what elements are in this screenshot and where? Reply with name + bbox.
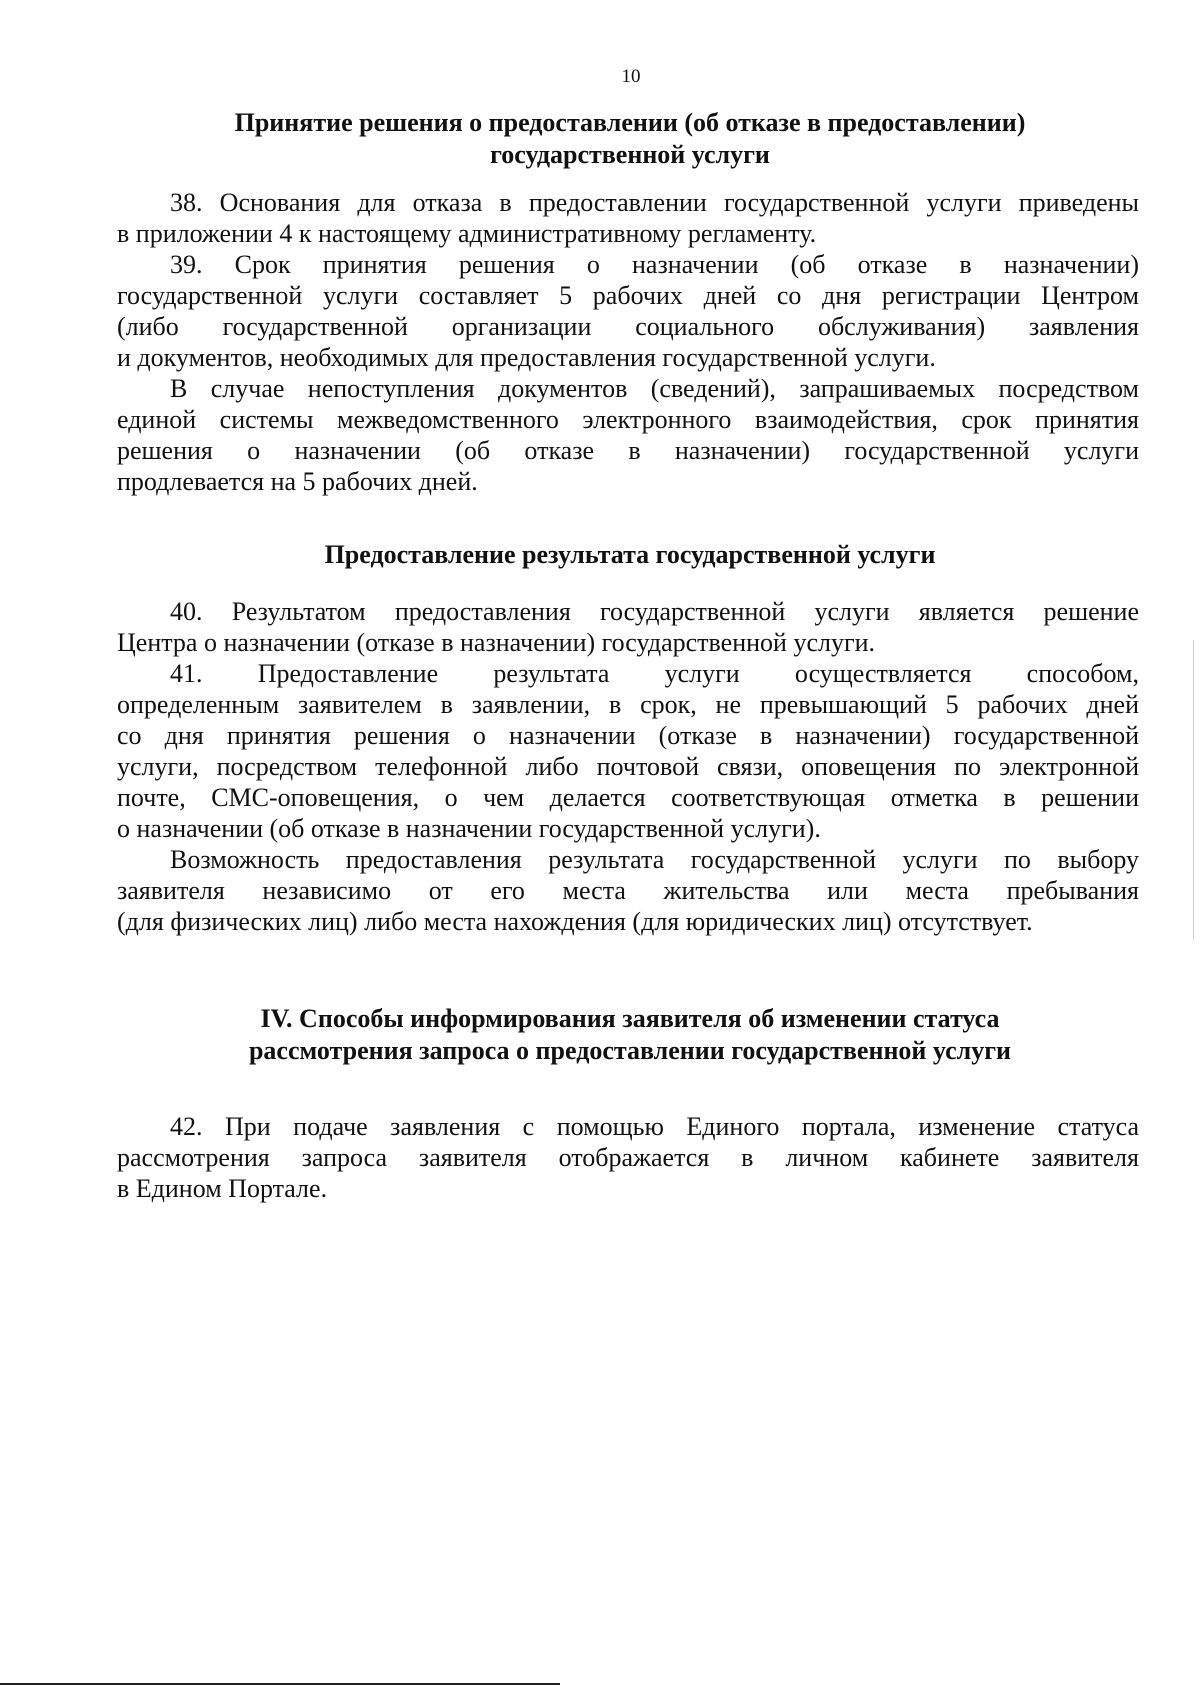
paragraph-38	[117, 187, 1139, 249]
text-line: (для физических лиц) либо места нахождения (для юридических лиц) отсутствует.	[117, 907, 1033, 936]
text-line: со дня принятия решения о назначении (отказе в назначении) государственной	[117, 721, 1139, 750]
text-line: Возможность предоставления результата государственной услуги по выбору	[170, 845, 1139, 874]
text-line: государственной услуги составляет 5 рабочих дней со дня регистрации Центром	[117, 281, 1139, 310]
text-line: и документов, необходимых для предоставления государственной услуги.	[117, 343, 936, 372]
paragraph-40	[117, 596, 1139, 658]
text-line: в приложении 4 к настоящему административному регламенту.	[117, 219, 817, 248]
heading-line: рассмотрения запроса о предоставлении государственной услуги	[248, 1036, 1012, 1065]
section-heading-decision	[110, 107, 1150, 171]
text-line: 38. Основания для отказа в предоставлении государственной услуги приведены	[170, 188, 1139, 217]
text-line: заявителя независимо от его места жительства или места пребывания	[117, 876, 1139, 905]
page-number: 10	[621, 66, 641, 87]
section-heading-result	[110, 539, 1150, 571]
section-heading-status-info	[110, 1003, 1150, 1067]
paragraph-nonreceipt	[117, 373, 1139, 497]
text-line: определенным заявителем в заявлении, в срок, не превышающий 5 рабочих дней	[117, 690, 1139, 719]
text-line: в Едином Портале.	[117, 1174, 328, 1203]
text-line: единой системы межведомственного электронного взаимодействия, срок принятия	[117, 405, 1139, 434]
text-line: почте, СМС-оповещения, о чем делается соответствующая отметка в решении	[117, 783, 1139, 812]
paragraph-possibility	[117, 844, 1139, 937]
text-line: услуги, посредством телефонной либо почтовой связи, оповещения по электронной	[117, 752, 1139, 781]
heading-line: государственной услуги	[490, 140, 770, 169]
text-line: 41. Предоставление результата услуги осуществляется способом,	[170, 659, 1139, 688]
text-line: В случае непоступления документов (сведений), запрашиваемых посредством	[170, 374, 1139, 403]
text-line: продлевается на 5 рабочих дней.	[117, 467, 478, 496]
text-line: 42. При подаче заявления с помощью Единого портала, изменение статуса	[170, 1112, 1139, 1141]
paragraph-42	[117, 1111, 1139, 1204]
text-line: о назначении (об отказе в назначении государственной услуги).	[117, 814, 821, 843]
text-line: решения о назначении (об отказе в назначении) государственной услуги	[117, 436, 1139, 465]
heading-line: Предоставление результата государственной услуги	[324, 540, 936, 569]
text-line: Центра о назначении (отказе в назначении) государственной услуги.	[117, 628, 876, 657]
heading-line: IV. Способы информирования заявителя об изменении статуса	[260, 1004, 1000, 1033]
paragraph-39	[117, 249, 1139, 373]
text-line: рассмотрения запроса заявителя отображается в личном кабинете заявителя	[117, 1143, 1139, 1172]
heading-line: Принятие решения о предоставлении (об отказе в предоставлении)	[234, 108, 1026, 137]
text-line: (либо государственной организации социального обслуживания) заявления	[117, 312, 1139, 341]
text-line: 40. Результатом предоставления государственной услуги является решение	[170, 597, 1139, 626]
paragraph-41	[117, 658, 1139, 844]
text-line: 39. Срок принятия решения о назначении (об отказе в назначении)	[170, 250, 1139, 279]
bottom-rule	[0, 1683, 560, 1685]
scan-edge-mark	[1193, 640, 1194, 940]
